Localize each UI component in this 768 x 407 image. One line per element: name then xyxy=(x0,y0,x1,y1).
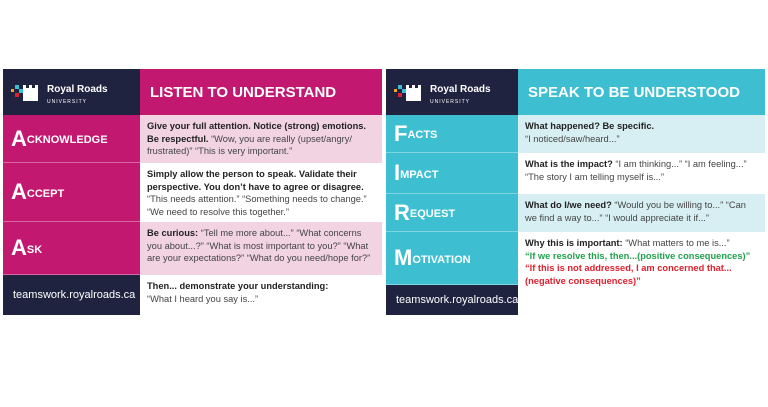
listen-to-understand-card xyxy=(3,69,382,315)
desc-impact: What is the impact? “I am thinking...” “I am feeling...” “The story I am telling myself is...” xyxy=(518,153,765,194)
desc-acknowledge: Give your full attention. Notice (strong) emotions. Be respectful. “Wow, you are really (upset/angry/ frustrated)” “This is very important.” xyxy=(140,115,382,163)
desc-ask: Be curious: “Tell me more about...” “What concerns you about...?” “What is most important to you?” “What are your expectations?” “What do you need/hope for?” xyxy=(140,222,382,275)
word-accept: A ccept xyxy=(3,163,140,222)
word-impact: I mpact xyxy=(386,153,518,194)
desc-request: What do I/we need? “Would you be willing to...” “Can we find a way to...” “I would appreciate it if...” xyxy=(518,194,765,232)
brand-sub: UNIVERSITY xyxy=(47,99,88,105)
desc-accept: Simply allow the person to speak. Validate their perspective. You don’t have to agree or disagree. “This needs attention.” “Something needs to change.” “We need to resolve this together.” xyxy=(140,163,382,222)
desc-facts: What happened? Be specific. “I noticed/saw/heard...” xyxy=(518,115,765,153)
brand-name: Royal Roads xyxy=(47,84,108,95)
logo xyxy=(3,69,140,115)
word-facts: F acts xyxy=(386,115,518,153)
desc-demonstrate: Then... demonstrate your understanding: “What I heard you say is...” xyxy=(140,275,382,315)
royal-roads-logo-icon xyxy=(11,81,41,103)
speak-to-be-understood-card xyxy=(386,69,765,315)
card-title: SPEAK TO BE UNDERSTOOD xyxy=(518,69,765,115)
card-title: LISTEN TO UNDERSTAND xyxy=(140,69,382,115)
brand-name: Royal Roads xyxy=(430,84,491,95)
website-link[interactable]: teamswork.royalroads.ca xyxy=(3,275,140,315)
word-request: R equest xyxy=(386,194,518,232)
royal-roads-logo-icon xyxy=(394,81,424,103)
logo xyxy=(386,69,518,115)
word-acknowledge: A cknowledge xyxy=(3,115,140,163)
negative-consequences: “If this is not addressed, I am concerned that...(negative consequences)” xyxy=(525,263,732,286)
word-ask: A sk xyxy=(3,222,140,275)
website-link[interactable]: teamswork.royalroads.ca xyxy=(386,285,518,315)
brand-sub: UNIVERSITY xyxy=(430,99,471,105)
positive-consequences: “If we resolve this, then...(positive consequences)” xyxy=(525,250,751,261)
desc-motivation: Why this is important: “What matters to me is...” “If we resolve this, then...(positive consequences)” “If this is not addressed, I am concerned that...(negative consequences)” xyxy=(518,232,765,315)
word-motivation: M otivation xyxy=(386,232,518,285)
